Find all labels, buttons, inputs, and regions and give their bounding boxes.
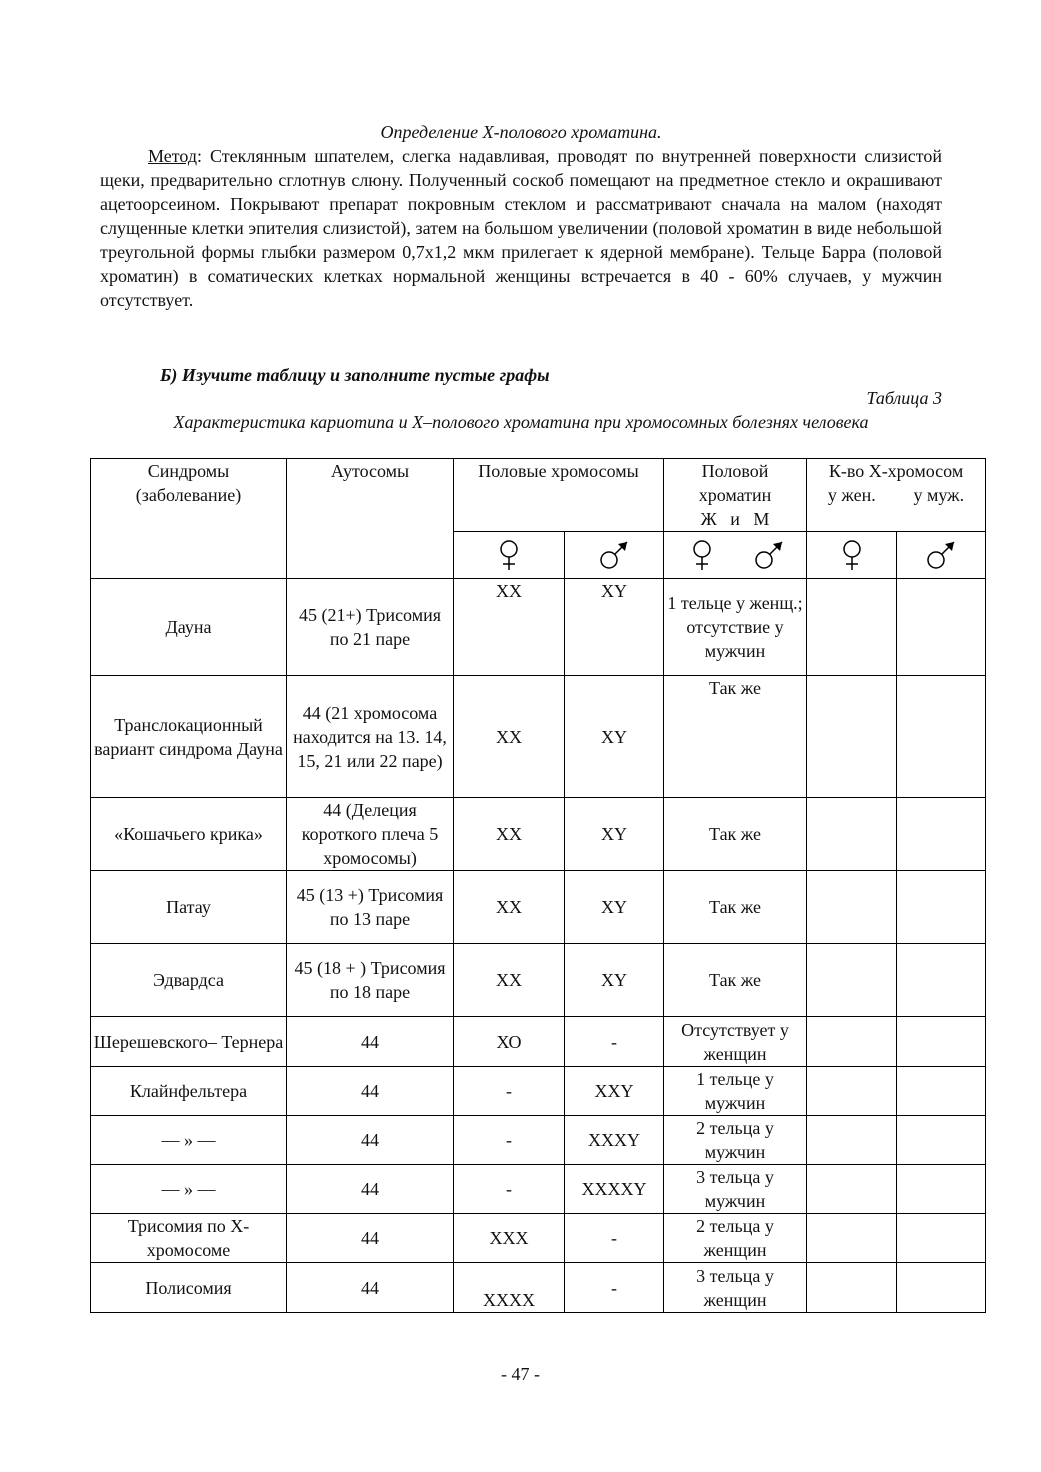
table-row bbox=[91, 1214, 986, 1263]
cell-female: - bbox=[454, 1067, 565, 1116]
cell-autosomes: 44 (21 хромосома находится на 13. 14, 15, 21 или 22 паре) bbox=[287, 676, 454, 798]
table-row bbox=[91, 676, 986, 798]
cell-syndrome: Полисомия bbox=[91, 1263, 287, 1313]
karyotype-table bbox=[90, 458, 986, 1313]
cell-chromatin: Так же bbox=[664, 871, 807, 944]
cell-chromatin: Так же bbox=[664, 676, 807, 798]
table-row bbox=[91, 871, 986, 944]
header-x-men-symbol-cell bbox=[897, 532, 986, 579]
cell-syndrome: «Кошачьего крика» bbox=[91, 798, 287, 871]
header-sex-chromosomes: Половые хромосомы bbox=[454, 459, 664, 532]
cell-syndrome: Патау bbox=[91, 871, 287, 944]
method-text: : Стеклянным шпателем, слегка надавливая, проводят по внутренней поверхности слизистой щеки, предварительно сглотнув слюну. Полученный соскоб помещают на предметное стекло и окрашивают ацетоорсеином. Покрывают препарат покровным стеклом и рассматривают сначала на малом (находят слущенные клетки эпителия слизистой), затем на большом увеличении (половой хроматин в виде небольшой треугольной формы глыбки размером 0,7х1,2 мкм прилегает к ядерной мембране). Тельце Барра (половой хроматин) в соматических клетках нормальной женщины встречается в 40 - 60% случаев, у мужчин отсутствует. bbox=[100, 146, 942, 310]
section-heading: Определение Х-полового хроматина. bbox=[380, 122, 662, 142]
cell-male: ХХY bbox=[565, 1067, 664, 1116]
cell-x-women[interactable] bbox=[807, 676, 897, 798]
cell-chromatin: 3 тельца у женщин bbox=[664, 1263, 807, 1313]
header-syndromes-line1: Синдромы bbox=[147, 461, 230, 481]
cell-autosomes: 44 bbox=[287, 1165, 454, 1214]
cell-male: - bbox=[565, 1214, 664, 1263]
cell-x-women[interactable] bbox=[807, 1017, 897, 1067]
header-male-symbol-cell bbox=[565, 532, 664, 579]
cell-autosomes: 44 bbox=[287, 1214, 454, 1263]
cell-male: - bbox=[565, 1017, 664, 1067]
cell-x-men[interactable] bbox=[897, 871, 986, 944]
method-paragraph bbox=[100, 144, 942, 312]
cell-autosomes: 44 bbox=[287, 1263, 454, 1313]
cell-chromatin: Так же bbox=[664, 944, 807, 1017]
cell-x-women[interactable] bbox=[807, 1116, 897, 1165]
cell-chromatin: Отсутствует у женщин bbox=[664, 1017, 807, 1067]
cell-syndrome: Трисомия по Х- хромосоме bbox=[91, 1214, 287, 1263]
cell-x-women[interactable] bbox=[807, 944, 897, 1017]
cell-autosomes: 44 bbox=[287, 1017, 454, 1067]
cell-syndrome: — » — bbox=[91, 1116, 287, 1165]
cell-syndrome: Клайнфельтера bbox=[91, 1067, 287, 1116]
table-row bbox=[91, 798, 986, 871]
header-chromatin-line3: Ж и М bbox=[700, 509, 770, 529]
header-x-women-symbol-cell bbox=[807, 532, 897, 579]
cell-x-men[interactable] bbox=[897, 1165, 986, 1214]
header-x-count-line1: К-во Х-хромосом bbox=[828, 461, 964, 481]
header-syndromes-line2: (заболевание) bbox=[135, 485, 242, 505]
page-number: - 47 - bbox=[501, 1364, 540, 1384]
table-number: Таблица 3 bbox=[866, 388, 942, 408]
male-symbol-icon bbox=[597, 538, 631, 572]
cell-male: - bbox=[565, 1263, 664, 1313]
cell-x-men[interactable] bbox=[897, 1214, 986, 1263]
cell-chromatin: 2 тельца у мужчин bbox=[664, 1116, 807, 1165]
cell-x-women[interactable] bbox=[807, 1067, 897, 1116]
table-row bbox=[91, 1017, 986, 1067]
cell-male: ХХХY bbox=[565, 1116, 664, 1165]
cell-x-women[interactable] bbox=[807, 798, 897, 871]
header-sex-chromatin bbox=[664, 459, 807, 532]
cell-x-men[interactable] bbox=[897, 1263, 986, 1313]
cell-syndrome: Транслокационный вариант синдрома Дауна bbox=[91, 676, 287, 798]
cell-syndrome: — » — bbox=[91, 1165, 287, 1214]
cell-male: ХY bbox=[565, 944, 664, 1017]
cell-female: - bbox=[454, 1116, 565, 1165]
table-title: Характеристика кариотипа и Х–полового хроматина при хромосомных болезнях человека bbox=[173, 412, 869, 432]
header-chromatin-line1: Половой bbox=[701, 461, 769, 481]
header-syndromes bbox=[91, 459, 287, 579]
cell-chromatin: 2 тельца у женщин bbox=[664, 1214, 807, 1263]
cell-x-men[interactable] bbox=[897, 676, 986, 798]
cell-x-men[interactable] bbox=[897, 579, 986, 676]
cell-syndrome: Эдвардса bbox=[91, 944, 287, 1017]
cell-x-women[interactable] bbox=[807, 579, 897, 676]
cell-autosomes: 44 (Делеция короткого плеча 5 хромосомы) bbox=[287, 798, 454, 871]
header-x-men: у муж. bbox=[913, 485, 965, 505]
cell-x-men[interactable] bbox=[897, 798, 986, 871]
cell-x-women[interactable] bbox=[807, 1214, 897, 1263]
cell-x-women[interactable] bbox=[807, 1165, 897, 1214]
cell-autosomes: 45 (13 +) Трисомия по 13 паре bbox=[287, 871, 454, 944]
cell-female: ХХХХ bbox=[454, 1263, 565, 1313]
cell-x-men[interactable] bbox=[897, 1017, 986, 1067]
header-chromatin-symbols-cell bbox=[664, 532, 807, 579]
cell-female: ХХХ bbox=[454, 1214, 565, 1263]
female-symbol-icon bbox=[835, 538, 869, 572]
cell-female: - bbox=[454, 1165, 565, 1214]
table-row bbox=[91, 579, 986, 676]
cell-male: ХY bbox=[565, 579, 664, 676]
task-heading: Б) Изучите таблицу и заполните пустые графы bbox=[160, 365, 550, 385]
cell-chromatin: 1 тельце у мужчин bbox=[664, 1067, 807, 1116]
cell-syndrome: Шерешевского– Тернера bbox=[91, 1017, 287, 1067]
header-row-1 bbox=[91, 459, 986, 532]
female-symbol-icon bbox=[685, 538, 719, 572]
table-row bbox=[91, 1116, 986, 1165]
cell-female: ХХ bbox=[454, 798, 565, 871]
header-x-count bbox=[807, 459, 986, 532]
cell-x-men[interactable] bbox=[897, 944, 986, 1017]
cell-x-men[interactable] bbox=[897, 1067, 986, 1116]
cell-x-women[interactable] bbox=[807, 1263, 897, 1313]
table-row bbox=[91, 944, 986, 1017]
header-female-symbol-cell bbox=[454, 532, 565, 579]
cell-autosomes: 44 bbox=[287, 1116, 454, 1165]
header-x-women: у жен. bbox=[827, 485, 876, 505]
cell-x-women[interactable] bbox=[807, 871, 897, 944]
cell-male: ХY bbox=[565, 871, 664, 944]
cell-male: ХY bbox=[565, 798, 664, 871]
cell-female: ХО bbox=[454, 1017, 565, 1067]
cell-female: ХХ bbox=[454, 944, 565, 1017]
cell-chromatin: Так же bbox=[664, 798, 807, 871]
cell-autosomes: 45 (18 + ) Трисомия по 18 паре bbox=[287, 944, 454, 1017]
female-symbol-icon bbox=[492, 538, 526, 572]
male-symbol-icon bbox=[924, 538, 958, 572]
cell-female: ХХ bbox=[454, 579, 565, 676]
cell-syndrome: Дауна bbox=[91, 579, 287, 676]
method-label: Метод bbox=[148, 146, 198, 166]
cell-autosomes: 45 (21+) Трисомия по 21 паре bbox=[287, 579, 454, 676]
header-chromatin-line2: хроматин bbox=[698, 485, 772, 505]
table-row bbox=[91, 1165, 986, 1214]
cell-female: ХХ bbox=[454, 871, 565, 944]
cell-autosomes: 44 bbox=[287, 1067, 454, 1116]
table-row bbox=[91, 1263, 986, 1313]
cell-female: ХХ bbox=[454, 676, 565, 798]
male-symbol-icon bbox=[752, 538, 786, 572]
cell-chromatin: 1 тельце у женщ.; отсутствие у мужчин bbox=[664, 579, 807, 676]
header-autosomes: Аутосомы bbox=[287, 459, 454, 579]
cell-chromatin: 3 тельца у мужчин bbox=[664, 1165, 807, 1214]
header-x-count-subs bbox=[809, 483, 983, 507]
table-row bbox=[91, 1067, 986, 1116]
cell-male: ХХХХY bbox=[565, 1165, 664, 1214]
cell-x-men[interactable] bbox=[897, 1116, 986, 1165]
cell-male: ХY bbox=[565, 676, 664, 798]
